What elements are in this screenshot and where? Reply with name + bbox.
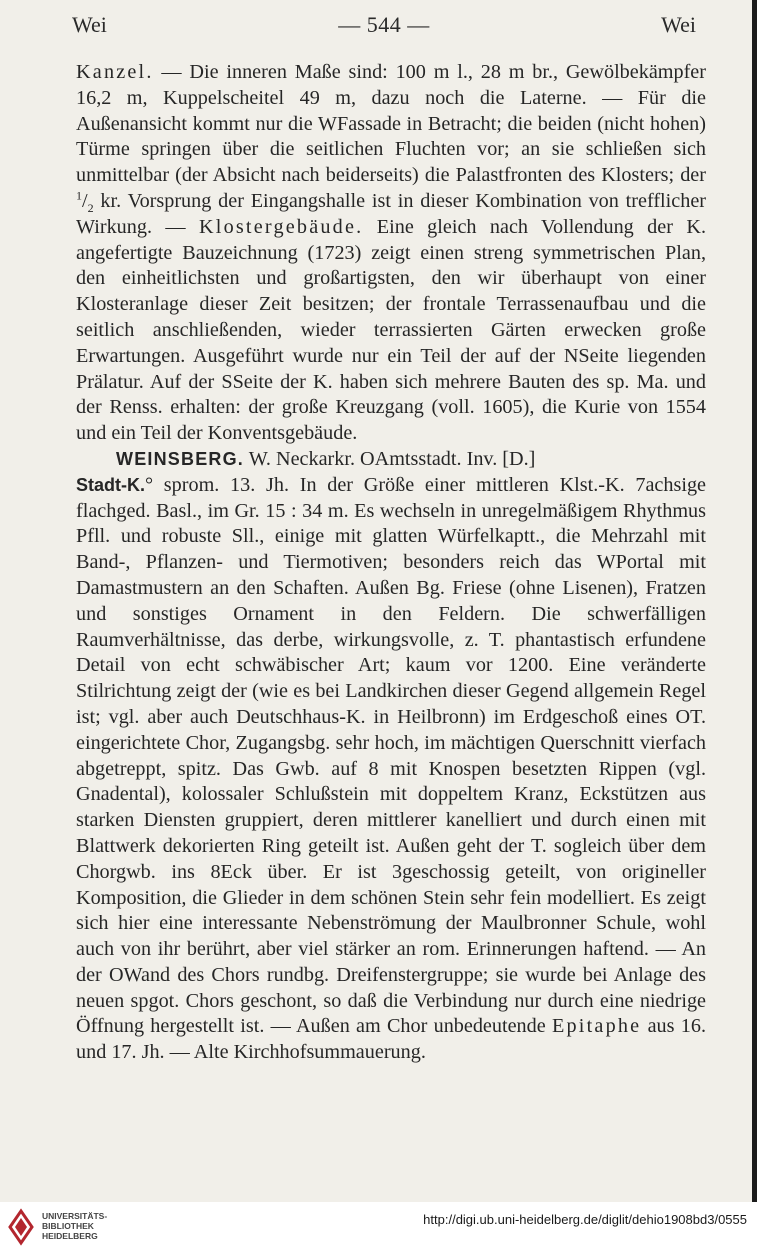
text-run: kr. Vorsprung der Eingangshalle ist in dieser Kombination von trefflicher Wirkung. — (76, 189, 706, 238)
keyword-epitaphe: Epitaphe (551, 1015, 642, 1038)
footer-bar (0, 1202, 757, 1254)
fraction-numerator: 1 (76, 188, 82, 203)
text-run: Eine gleich nach Vollendung der K. angefertigte Bauzeichnung (1723) zeigt einen streng symmetrischen Plan, den einheitlichsten und großartigsten, den wir überhaupt von einer Klosteranlage dieser Zeit besitzen; der frontale Terrassenaufbau und die seitlich anschließenden, wieder terrassierten Gärten erwecken große Erwartungen. Ausgeführt wurde nur ein Teil der auf der NSeite liegenden Prälatur. Auf der SSeite der K. haben sich mehrere Bauten des sp. Ma. und der Renss. erhalten: der große Kreuzgang (voll. 1605), die Kurie von 1554 und ein Teil der Konventsgebäude. (76, 215, 706, 445)
text-run: aus 16. und 17. Jh. — Alte Kirchhofsummauerung. (76, 1015, 706, 1064)
page-number: — 544 — (338, 12, 430, 37)
subentry-heading: Stadt-K. (76, 474, 145, 495)
body-text (76, 60, 706, 1066)
paragraph-continuation: Kanzel. — Die inneren Maße sind: 100 m l., 28 m br., Gewölbekämpfer 16,2 m, Kuppelscheitel 49 m, dazu noch die Laterne. — Für die Außenansicht kommt nur die WFassade in Betracht; die beiden (nicht hohen) Türme springen über die seitlichen Fluchten vor; an sie schließen sich unmittelbar (der Absicht nach beiderseits) die Palastfronten des Klosters; der $^1/_2$ kr. Vorsprung der Eingangshalle ist in dieser Kombination von trefflicher Wirkung. — Klostergebäude. Eine gleich nach Vollendung der K. angefertigte Bauzeichnung (1723) zeigt einen streng symmetrischen Plan, den einheitlichsten und großartigsten, den wir überhaupt von einer Klosteranlage dieser Zeit besitzen; der frontale Terrassenaufbau und die seitlich anschließenden, wieder terrassierten Gärten erwecken große Erwartungen. Ausgeführt wurde nur ein Teil der auf der NSeite liegenden Prälatur. Auf der SSeite der K. haben sich mehrere Bauten des sp. Ma. und der Renss. erhalten: der große Kreuzgang (voll. 1605), die Kurie von 1554 und ein Teil der Konventsgebäude. (76, 61, 706, 445)
text-run: sprom. 13. Jh. In der Größe einer mittleren Klst.-K. 7achsige flachged. Basl., im Gr. 15 : 34 m. Es wechseln in unregelmäßigem Rhythmus Pfll. und robuste Sll., einige mit glatten Würfelkaptt., die Mehrzahl mit Band-, Pflanzen- und Tiermotiven; besonders reich das WPortal mit Damastmustern an den Schaften. Außen Bg. Friese (ohne Lisenen), Fratzen und sonstiges Ornament in den Feldern. Die schwerfälligen Raumverhältnisse, das derbe, wirkungsvolle, z. T. phantastisch erfundene Detail von echt schwäbischer Art; kaum vor 1200. Eine veränderte Stilrichtung zeigt der (wie es bei Landkirchen dieser Gegend allgemein Regel ist; vgl. aber auch Deutschhaus-K. in Heilbronn) im Erdgeschoß eines OT. eingerichtete Chor, Zugangsbg. sehr hoch, im mächtigen Querschnitt vierfach abgetreppt, spitz. Das Gwb. auf 8 mit Knospen besetzten Rippen (vgl. Gnadental), kolossaler Schlußstein mit doppeltem Kranz, Eckstützen aus starken Diensten gruppiert, deren mittlerer kanelliert und durch einen mit Blattwerk dekorierten Ring geteilt ist. Außen geht der T. sogleich über dem Chorgwb. ins 8Eck über. Er ist 3geschossig geteilt, von origineller Komposition, die Glieder in dem schönen Stein sehr fein modelliert. Es zeigt sich hier eine interessante Nebenströmung der Maulbronner Schule, wohl auch von ihr berührt, aber viel stärker an rom. Erinnerungen haftend. — An der OWand des Chors rundbg. Dreifenstergruppe; sie wurde bei Anlage des neuen spgot. Chors geschont, so daß die Verbindung nur durch eine niedrige Öffnung hergestellt ist. — Außen am Chor unbedeutende (76, 473, 706, 1038)
entry-heading: WEINSBERG. (116, 448, 245, 469)
running-head-right: Wei (661, 12, 696, 37)
text-run: — Die inneren Maße sind: 100 m l., 28 m br., Gewölbekämpfer 16,2 m, Kuppelscheitel 49 m, dazu noch die Laterne. — Für die Außenansicht kommt nur die WFassade in Betracht; die beiden (nicht hohen) Türme springen über die seitlichen Fluchten vor; an sie schließen sich unmittelbar (der Absicht nach beiderseits) die Palastfronten des Klosters; der (76, 61, 706, 187)
keyword-klostergebaeude: Klostergebäude. (199, 215, 364, 238)
keyword-kanzel: Kanzel. (76, 61, 154, 83)
degree-mark: ° (145, 473, 154, 496)
entry-meta: W. Neckarkr. OAmtsstadt. Inv. [D.] (244, 447, 536, 470)
entry-weinsberg (76, 447, 706, 473)
library-name: UNIVERSITÄTS- BIBLIOTHEK HEIDELBERG (42, 1211, 108, 1241)
running-head-left: Wei (72, 12, 107, 37)
running-head (72, 12, 696, 42)
fraction-denominator: 2 (87, 201, 94, 216)
library-logo-icon (8, 1207, 34, 1247)
scan-edge (752, 0, 757, 1202)
source-url-link[interactable]: http://digi.ub.uni-heidelberg.de/diglit/dehio1908bd3/0555 (423, 1212, 747, 1227)
paragraph-stadtkirche (76, 473, 706, 1066)
